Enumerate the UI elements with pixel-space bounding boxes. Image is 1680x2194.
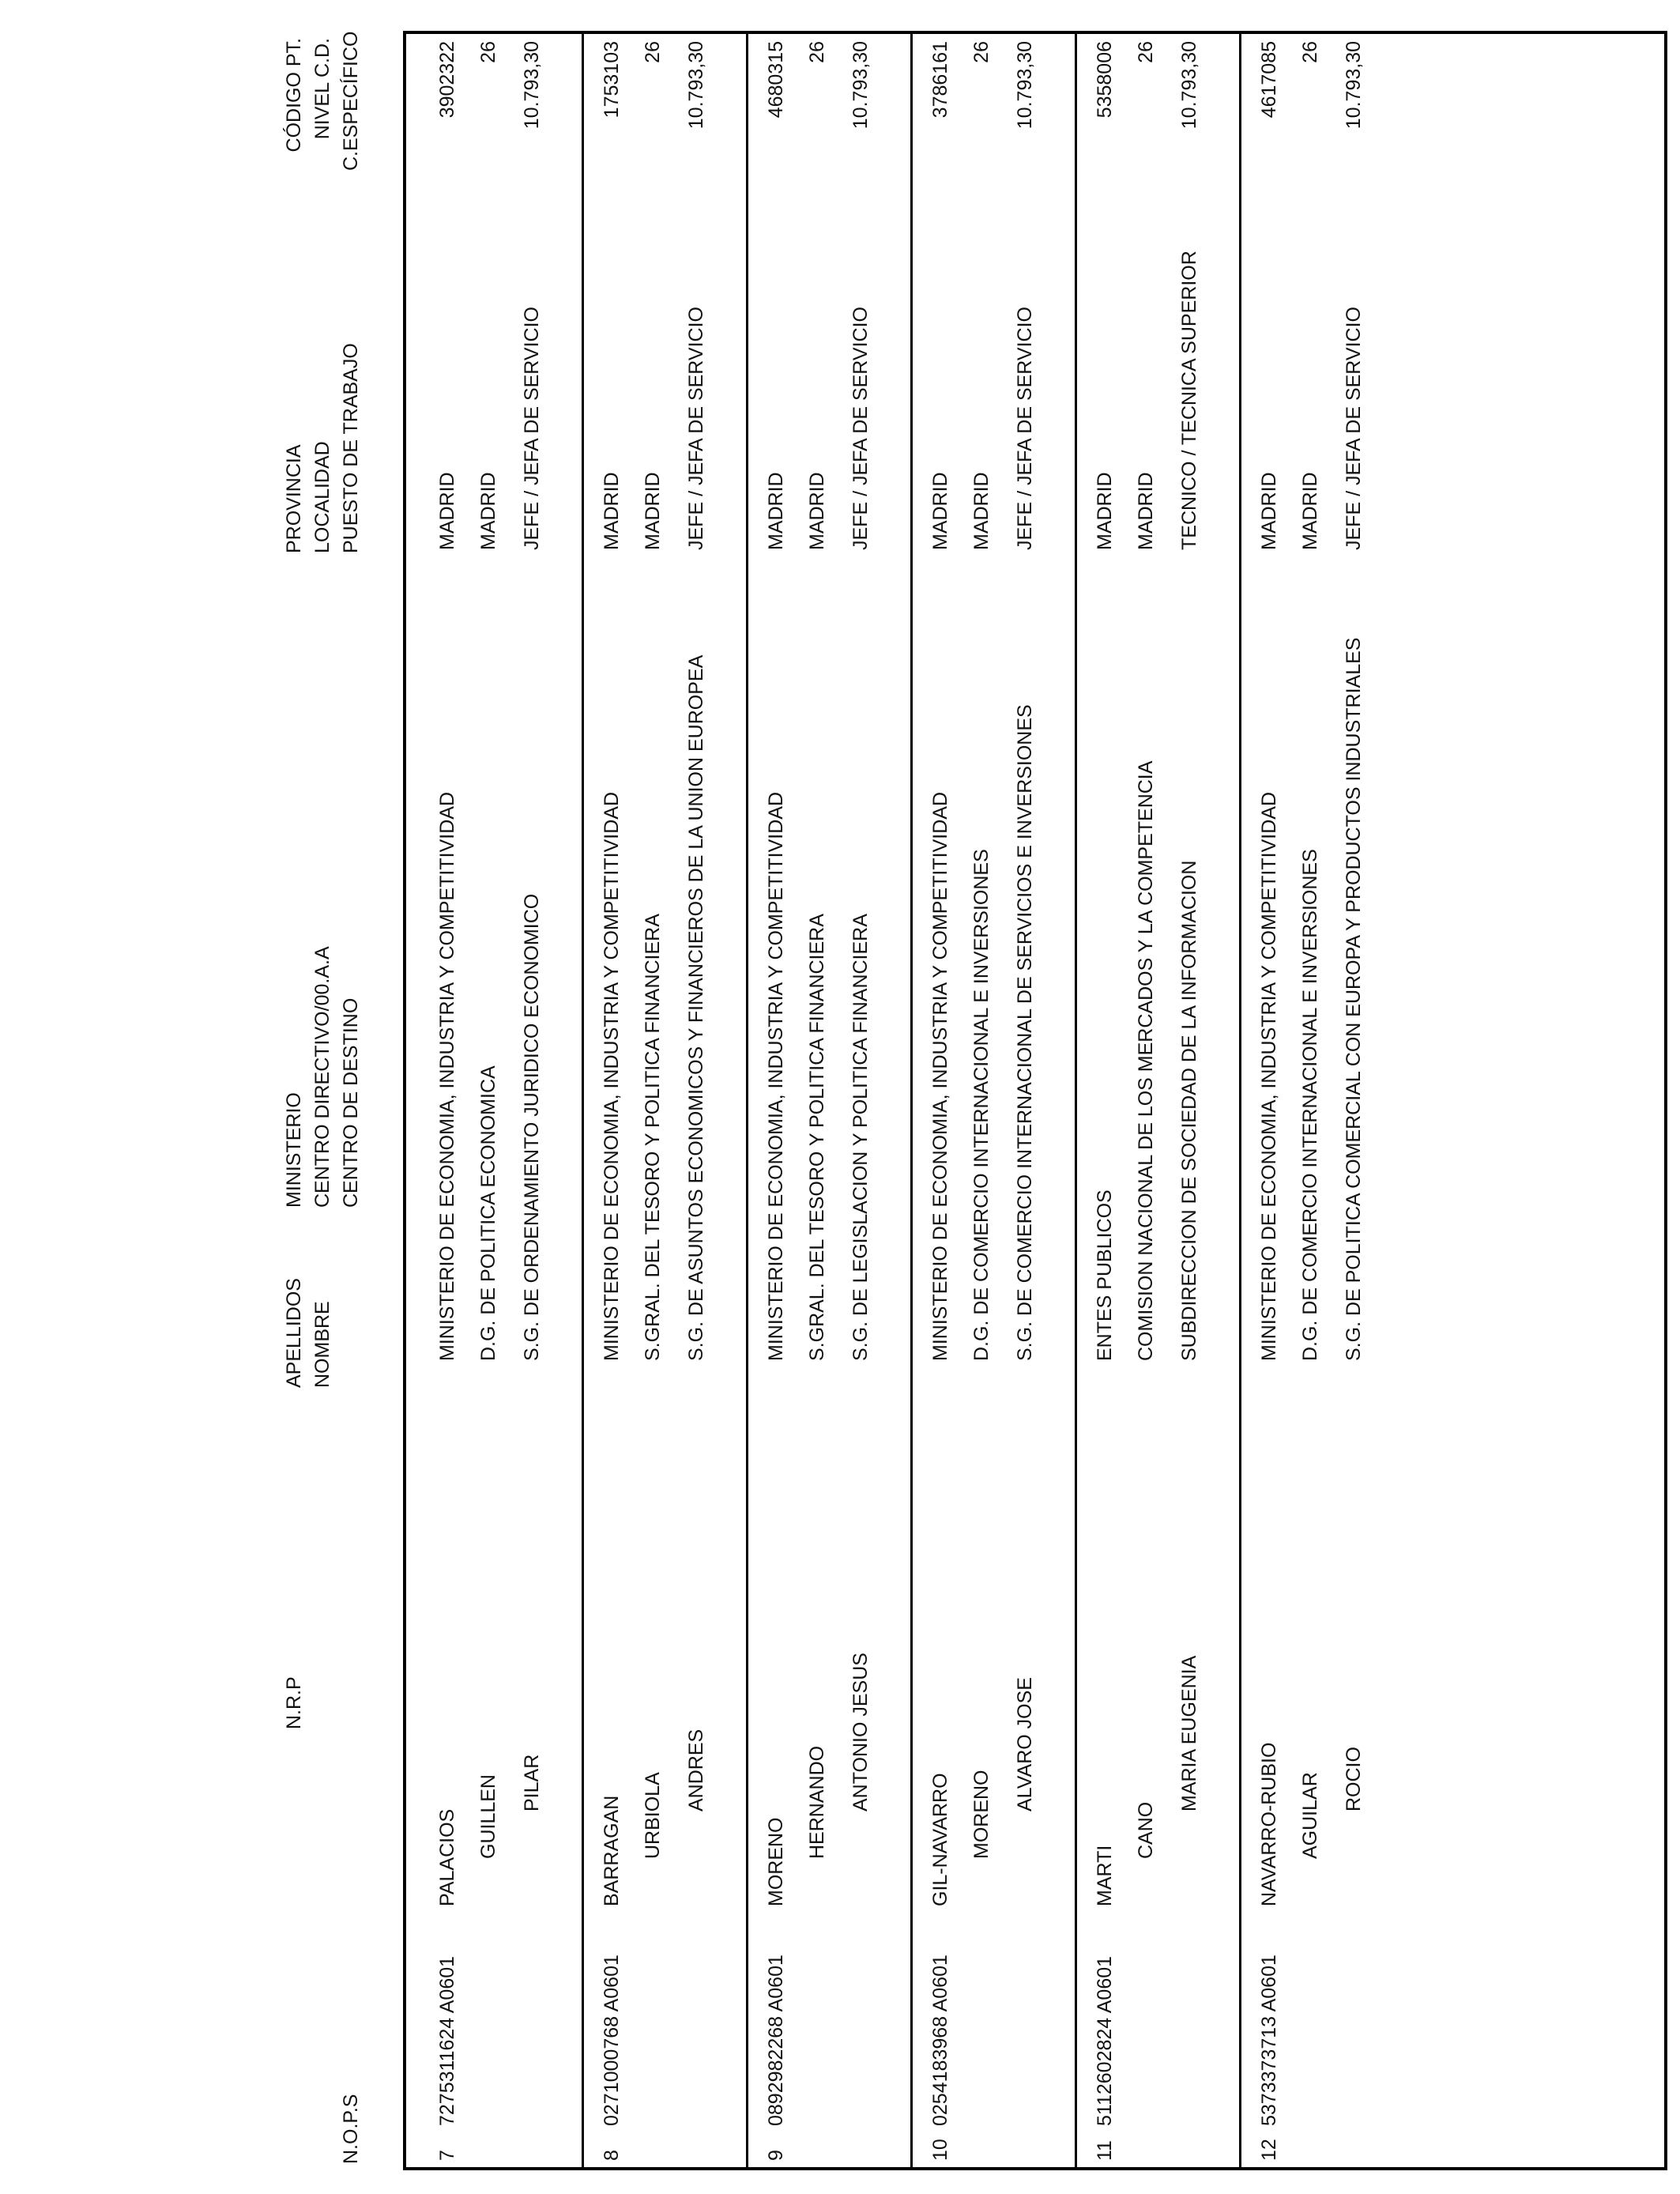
row-codigo-pt: 3786161 — [929, 41, 951, 119]
table-row — [744, 34, 906, 2167]
records-table — [403, 31, 1667, 2170]
row-nops: 12 — [1258, 2139, 1280, 2161]
row-nops: 11 — [1094, 2140, 1116, 2161]
row-apellido-1: NAVARRO-RUBIO — [1258, 1742, 1280, 1906]
row-codigo-pt: 4617085 — [1258, 41, 1280, 119]
row-nivel-cd: 26 — [970, 41, 993, 63]
row-ministerio: MINISTERIO DE ECONOMIA, INDUSTRIA Y COMPETITIVIDAD — [929, 792, 951, 1361]
row-localidad: MADRID — [477, 472, 499, 550]
row-ministerio: MINISTERIO DE ECONOMIA, INDUSTRIA Y COMPETITIVIDAD — [601, 792, 623, 1361]
row-apellido-2: HERNANDO — [806, 1745, 828, 1859]
header-especifico-label: C.ESPECÍFICO — [340, 31, 362, 171]
table-row — [1073, 34, 1235, 2167]
row-provincia: MADRID — [765, 472, 787, 550]
row-localidad: MADRID — [806, 472, 828, 550]
row-nrp: 5373373713 A0601 — [1258, 1955, 1280, 2126]
row-codigo-pt: 5358006 — [1094, 41, 1116, 119]
row-localidad: MADRID — [642, 472, 664, 550]
row-nivel-cd: 26 — [642, 41, 664, 63]
row-puesto: JEFE / JEFA DE SERVICIO — [1014, 307, 1036, 550]
row-centro-destino: S.G. DE ORDENAMIENTO JURIDICO ECONOMICO — [521, 893, 543, 1361]
row-nops: 8 — [601, 2150, 623, 2161]
row-puesto: JEFE / JEFA DE SERVICIO — [521, 307, 543, 550]
row-apellido-2: AGUILAR — [1299, 1772, 1321, 1859]
row-centro-directivo: S.GRAL. DEL TESORO Y POLITICA FINANCIERA — [806, 914, 828, 1361]
row-codigo-pt: 4680315 — [765, 41, 787, 119]
row-apellido-1: MORENO — [765, 1817, 787, 1906]
header-localidad-label: LOCALIDAD — [311, 441, 333, 553]
row-centro-destino: S.G. DE COMERCIO INTERNACIONAL DE SERVICIOS E INVERSIONES — [1014, 704, 1036, 1361]
row-nombre: ANTONIO JESUS — [849, 1653, 872, 1811]
row-nrp: 0892982268 A0601 — [765, 1955, 787, 2126]
table-row — [416, 34, 578, 2167]
row-centro-directivo: S.GRAL. DEL TESORO Y POLITICA FINANCIERA — [642, 914, 664, 1361]
header-codigo-nivel — [283, 31, 370, 171]
header-provincia-label: PROVINCIA — [283, 444, 305, 553]
row-provincia: MADRID — [1258, 472, 1280, 550]
row-puesto: JEFE / JEFA DE SERVICIO — [849, 307, 872, 550]
row-especifico: 10.793,30 — [849, 41, 872, 130]
row-apellido-1: GIL-NAVARRO — [929, 1773, 951, 1906]
row-ministerio: MINISTERIO DE ECONOMIA, INDUSTRIA Y COMPETITIVIDAD — [1258, 792, 1280, 1361]
header-codigo-label: CÓDIGO PT. — [283, 38, 305, 153]
table-row — [909, 34, 1071, 2167]
row-nrp: 5112602824 A0601 — [1094, 1955, 1116, 2126]
row-centro-destino: S.G. DE LEGISLACION Y POLITICA FINANCIERA — [849, 914, 872, 1361]
row-nombre: ANDRES — [685, 1728, 707, 1811]
header-ministerio-label: MINISTERIO — [283, 1092, 305, 1208]
row-puesto: JEFE / JEFA DE SERVICIO — [685, 307, 707, 550]
row-especifico: 10.793,30 — [1343, 41, 1365, 130]
header-nombre-label: NOMBRE — [311, 1301, 333, 1388]
row-nrp: 7275311624 A0601 — [436, 1955, 458, 2126]
row-apellido-2: URBIOLA — [642, 1772, 664, 1859]
row-especifico: 10.793,30 — [1178, 41, 1200, 130]
row-centro-directivo: D.G. DE COMERCIO INTERNACIONAL E INVERSIONES — [970, 849, 993, 1361]
row-especifico: 10.793,30 — [685, 41, 707, 130]
row-puesto: TECNICO / TECNICA SUPERIOR — [1178, 251, 1200, 550]
row-centro-destino: SUBDIRECCION DE SOCIEDAD DE LA INFORMACION — [1178, 860, 1200, 1361]
row-nrp: 0271000768 A0601 — [601, 1955, 623, 2126]
table-row — [1237, 34, 1399, 2167]
row-nops: 9 — [765, 2150, 787, 2161]
row-nivel-cd: 26 — [1135, 41, 1157, 63]
row-nops: 10 — [929, 2139, 951, 2161]
row-codigo-pt: 3902322 — [436, 41, 458, 119]
row-apellido-2: CANO — [1135, 1801, 1157, 1859]
row-codigo-pt: 1753103 — [601, 41, 623, 119]
header-puesto-label: PUESTO DE TRABAJO — [340, 343, 362, 553]
row-nops: 7 — [436, 2150, 458, 2161]
header-nivel-label: NIVEL C.D. — [311, 38, 333, 140]
row-apellido-2: MORENO — [970, 1770, 993, 1859]
row-centro-destino: S.G. DE ASUNTOS ECONOMICOS Y FINANCIEROS DE LA UNION EUROPEA — [685, 654, 707, 1361]
header-nrp-label: N.R.P — [283, 1676, 305, 1729]
row-localidad: MADRID — [1299, 472, 1321, 550]
row-centro-directivo: COMISION NACIONAL DE LOS MERCADOS Y LA COMPETENCIA — [1135, 760, 1157, 1361]
row-puesto: JEFE / JEFA DE SERVICIO — [1343, 307, 1365, 550]
row-ministerio: MINISTERIO DE ECONOMIA, INDUSTRIA Y COMPETITIVIDAD — [765, 792, 787, 1361]
row-especifico: 10.793,30 — [1014, 41, 1036, 130]
row-apellido-1: BARRAGAN — [601, 1795, 623, 1906]
row-nivel-cd: 26 — [477, 41, 499, 63]
header-provincia-localidad — [284, 343, 370, 553]
table-row — [580, 34, 742, 2167]
row-nombre: ALVARO JOSE — [1014, 1677, 1036, 1811]
header-apellidos-label: APELLIDOS — [283, 1278, 305, 1388]
header-nops-label: N.O.P.S — [340, 2094, 362, 2164]
row-apellido-2: GUILLEN — [477, 1774, 499, 1859]
row-provincia: MADRID — [929, 472, 951, 550]
row-provincia: MADRID — [601, 472, 623, 550]
header-ministerio-centro — [284, 946, 370, 1208]
row-nombre: ROCIO — [1343, 1747, 1365, 1811]
row-especifico: 10.793,30 — [521, 41, 543, 130]
row-centro-directivo: D.G. DE POLITICA ECONOMICA — [477, 1065, 499, 1361]
row-ministerio: ENTES PUBLICOS — [1094, 1189, 1116, 1361]
header-centro-directivo-label: CENTRO DIRECTIVO/00.A.A — [311, 946, 333, 1208]
row-nivel-cd: 26 — [1299, 41, 1321, 63]
row-apellido-1: PALACIOS — [436, 1808, 458, 1906]
header-apellidos-nombre — [284, 1278, 341, 1388]
row-nombre: PILAR — [521, 1754, 543, 1811]
row-provincia: MADRID — [1094, 472, 1116, 550]
row-nrp: 0254183968 A0601 — [929, 1955, 951, 2126]
row-centro-destino: S.G. DE POLITICA COMERCIAL CON EUROPA Y PRODUCTOS INDUSTRIALES — [1343, 637, 1365, 1361]
row-nivel-cd: 26 — [806, 41, 828, 63]
row-localidad: MADRID — [970, 472, 993, 550]
row-centro-directivo: D.G. DE COMERCIO INTERNACIONAL E INVERSIONES — [1299, 849, 1321, 1361]
row-localidad: MADRID — [1135, 472, 1157, 550]
row-provincia: MADRID — [436, 472, 458, 550]
header-centro-destino-label: CENTRO DE DESTINO — [340, 997, 362, 1208]
row-ministerio: MINISTERIO DE ECONOMIA, INDUSTRIA Y COMPETITIVIDAD — [436, 792, 458, 1361]
row-apellido-1: MARTI — [1094, 1845, 1116, 1906]
row-nombre: MARIA EUGENIA — [1178, 1655, 1200, 1811]
header-nrp — [284, 1676, 313, 1729]
header-nops — [284, 2094, 370, 2164]
